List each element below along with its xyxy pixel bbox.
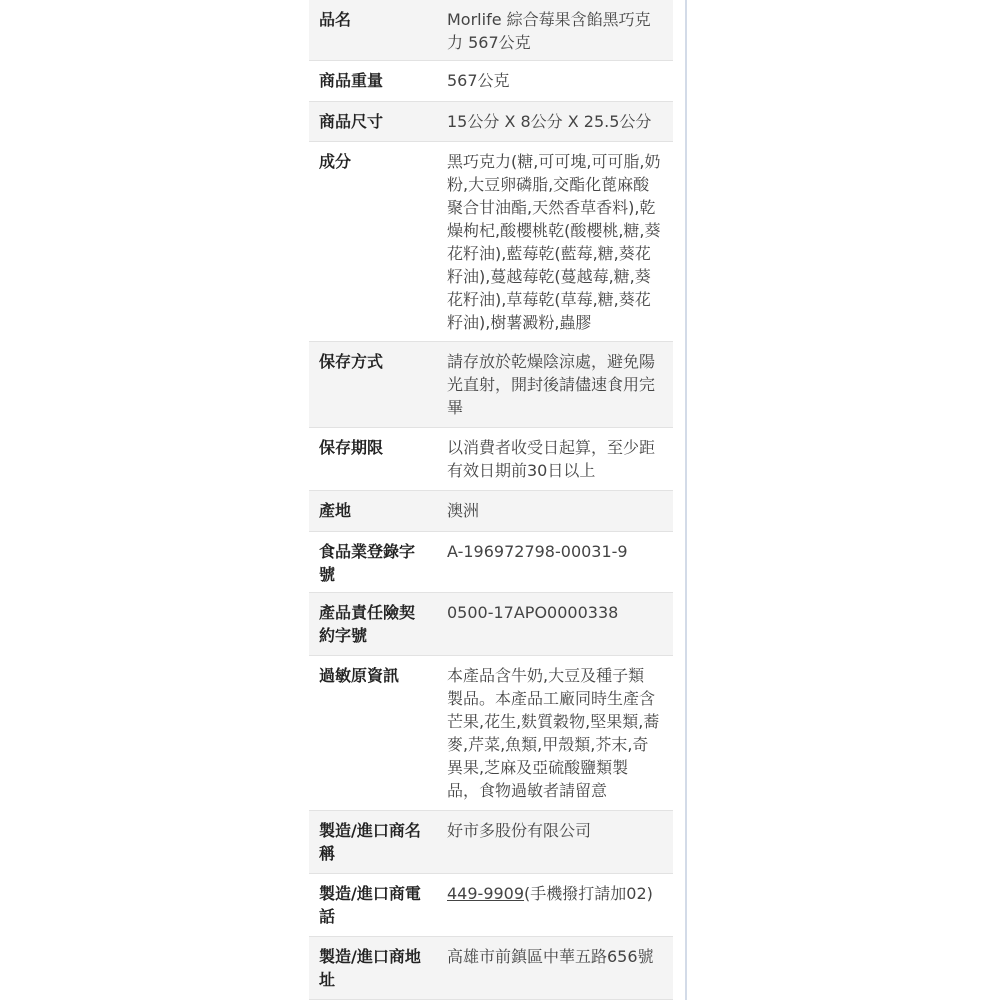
spec-row	[309, 811, 673, 874]
spec-label-line: 製造/進口商地	[319, 947, 421, 966]
spec-value	[447, 342, 673, 427]
spec-row	[309, 342, 673, 428]
spec-value	[447, 811, 673, 873]
spec-value-line: 光直射，開封後請儘速食用完	[447, 375, 656, 394]
spec-label	[309, 593, 447, 655]
spec-value-line: 567公克	[447, 71, 510, 90]
spec-label-line: 製造/進口商電	[319, 884, 421, 903]
spec-value-line: 高雄市前鎮區中華五路656號	[447, 947, 654, 966]
spec-value-line	[447, 882, 665, 905]
spec-value	[447, 61, 673, 101]
spec-label-line: 商品重量	[319, 71, 384, 90]
spec-label-line: 成分	[319, 152, 352, 171]
spec-row	[309, 0, 673, 61]
spec-label-line: 食品業登錄字	[319, 542, 416, 561]
spec-row	[309, 656, 673, 811]
spec-value	[447, 491, 673, 531]
spec-label-line: 約字號	[319, 626, 368, 645]
spec-label-line: 保存期限	[319, 438, 384, 457]
spec-value-line: 本產品含牛奶,大豆及種子類	[447, 666, 645, 685]
spec-value-line: 黑巧克力(糖,可可塊,可可脂,奶	[447, 152, 661, 171]
spec-row	[309, 874, 673, 937]
spec-label	[309, 0, 447, 60]
spec-row	[309, 491, 673, 532]
spec-value	[447, 593, 673, 655]
spec-value-line: 異果,芝麻及亞硫酸鹽類製	[447, 758, 629, 777]
spec-value-line: 有效日期前30日以上	[447, 461, 596, 480]
spec-label-line: 過敏原資訊	[319, 666, 400, 685]
spec-value-line: 燥枸杞,酸櫻桃乾(酸櫻桃,糖,葵	[447, 221, 661, 240]
spec-label	[309, 342, 447, 427]
spec-label-line: 產地	[319, 501, 352, 520]
spec-label-line: 話	[319, 907, 336, 926]
spec-label	[309, 656, 447, 810]
spec-value-line: 粉,大豆卵磷脂,交酯化蓖麻酸	[447, 175, 650, 194]
spec-label-line: 商品尺寸	[319, 112, 384, 131]
spec-label-line: 保存方式	[319, 352, 384, 371]
spec-label	[309, 61, 447, 101]
spec-value	[447, 0, 673, 60]
spec-row	[309, 428, 673, 491]
spec-value-line: 品，食物過敏者請留意	[447, 781, 608, 800]
spec-row	[309, 142, 673, 342]
spec-label-line: 址	[319, 970, 336, 989]
product-spec-table	[309, 0, 673, 1000]
page-divider-line	[685, 0, 687, 1000]
spec-value-line: 澳洲	[447, 501, 480, 520]
spec-value	[447, 874, 673, 936]
spec-value-line: 畢	[447, 398, 464, 417]
spec-label	[309, 491, 447, 531]
phone-link[interactable]: 449-9909	[447, 884, 525, 903]
spec-value-line: 籽油),蔓越莓乾(蔓越莓,糖,葵	[447, 267, 651, 286]
spec-label	[309, 811, 447, 873]
spec-value-line: 15公分 X 8公分 X 25.5公分	[447, 112, 652, 131]
spec-value	[447, 656, 673, 810]
spec-value-line: 力 567公克	[447, 33, 531, 52]
spec-value-line: 花籽油),草莓乾(草莓,糖,葵花	[447, 290, 651, 309]
spec-value-line: 0500-17APO0000338	[447, 603, 619, 622]
spec-value	[447, 428, 673, 490]
spec-label	[309, 532, 447, 592]
spec-row	[309, 102, 673, 142]
spec-label-line: 品名	[319, 10, 352, 29]
spec-label-line: 稱	[319, 844, 336, 863]
spec-value-line: A-196972798-00031-9	[447, 542, 628, 561]
spec-label	[309, 142, 447, 341]
spec-value-line: 製品。本產品工廠同時生產含	[447, 689, 656, 708]
spec-row	[309, 61, 673, 102]
spec-label	[309, 937, 447, 999]
spec-value-line: 花籽油),藍莓乾(藍莓,糖,葵花	[447, 244, 651, 263]
spec-value-line: 好市多股份有限公司	[447, 821, 592, 840]
spec-value-line: Morlife 綜合莓果含餡黑巧克	[447, 10, 651, 29]
spec-value-line: 芒果,花生,麩質穀物,堅果類,蕎	[447, 712, 660, 731]
spec-value-line: 籽油),樹薯澱粉,蟲膠	[447, 313, 592, 332]
spec-value-line: 聚合甘油酯,天然香草香料),乾	[447, 198, 656, 217]
spec-value-line: 以消費者收受日起算，至少距	[447, 438, 656, 457]
phone-note: (手機撥打請加02)	[524, 884, 653, 903]
spec-row	[309, 593, 673, 656]
spec-row	[309, 937, 673, 1000]
spec-value-line: 麥,芹菜,魚類,甲殼類,芥末,奇	[447, 735, 649, 754]
spec-value-line: 請存放於乾燥陰涼處，避免陽	[447, 352, 656, 371]
spec-value	[447, 142, 673, 341]
spec-row	[309, 532, 673, 593]
spec-label-line: 產品責任險契	[319, 603, 416, 622]
spec-value	[447, 937, 673, 999]
spec-label	[309, 874, 447, 936]
spec-label-line: 號	[319, 565, 336, 584]
spec-value	[447, 532, 673, 592]
spec-label-line: 製造/進口商名	[319, 821, 421, 840]
spec-label	[309, 428, 447, 490]
spec-value	[447, 102, 673, 141]
spec-label	[309, 102, 447, 141]
